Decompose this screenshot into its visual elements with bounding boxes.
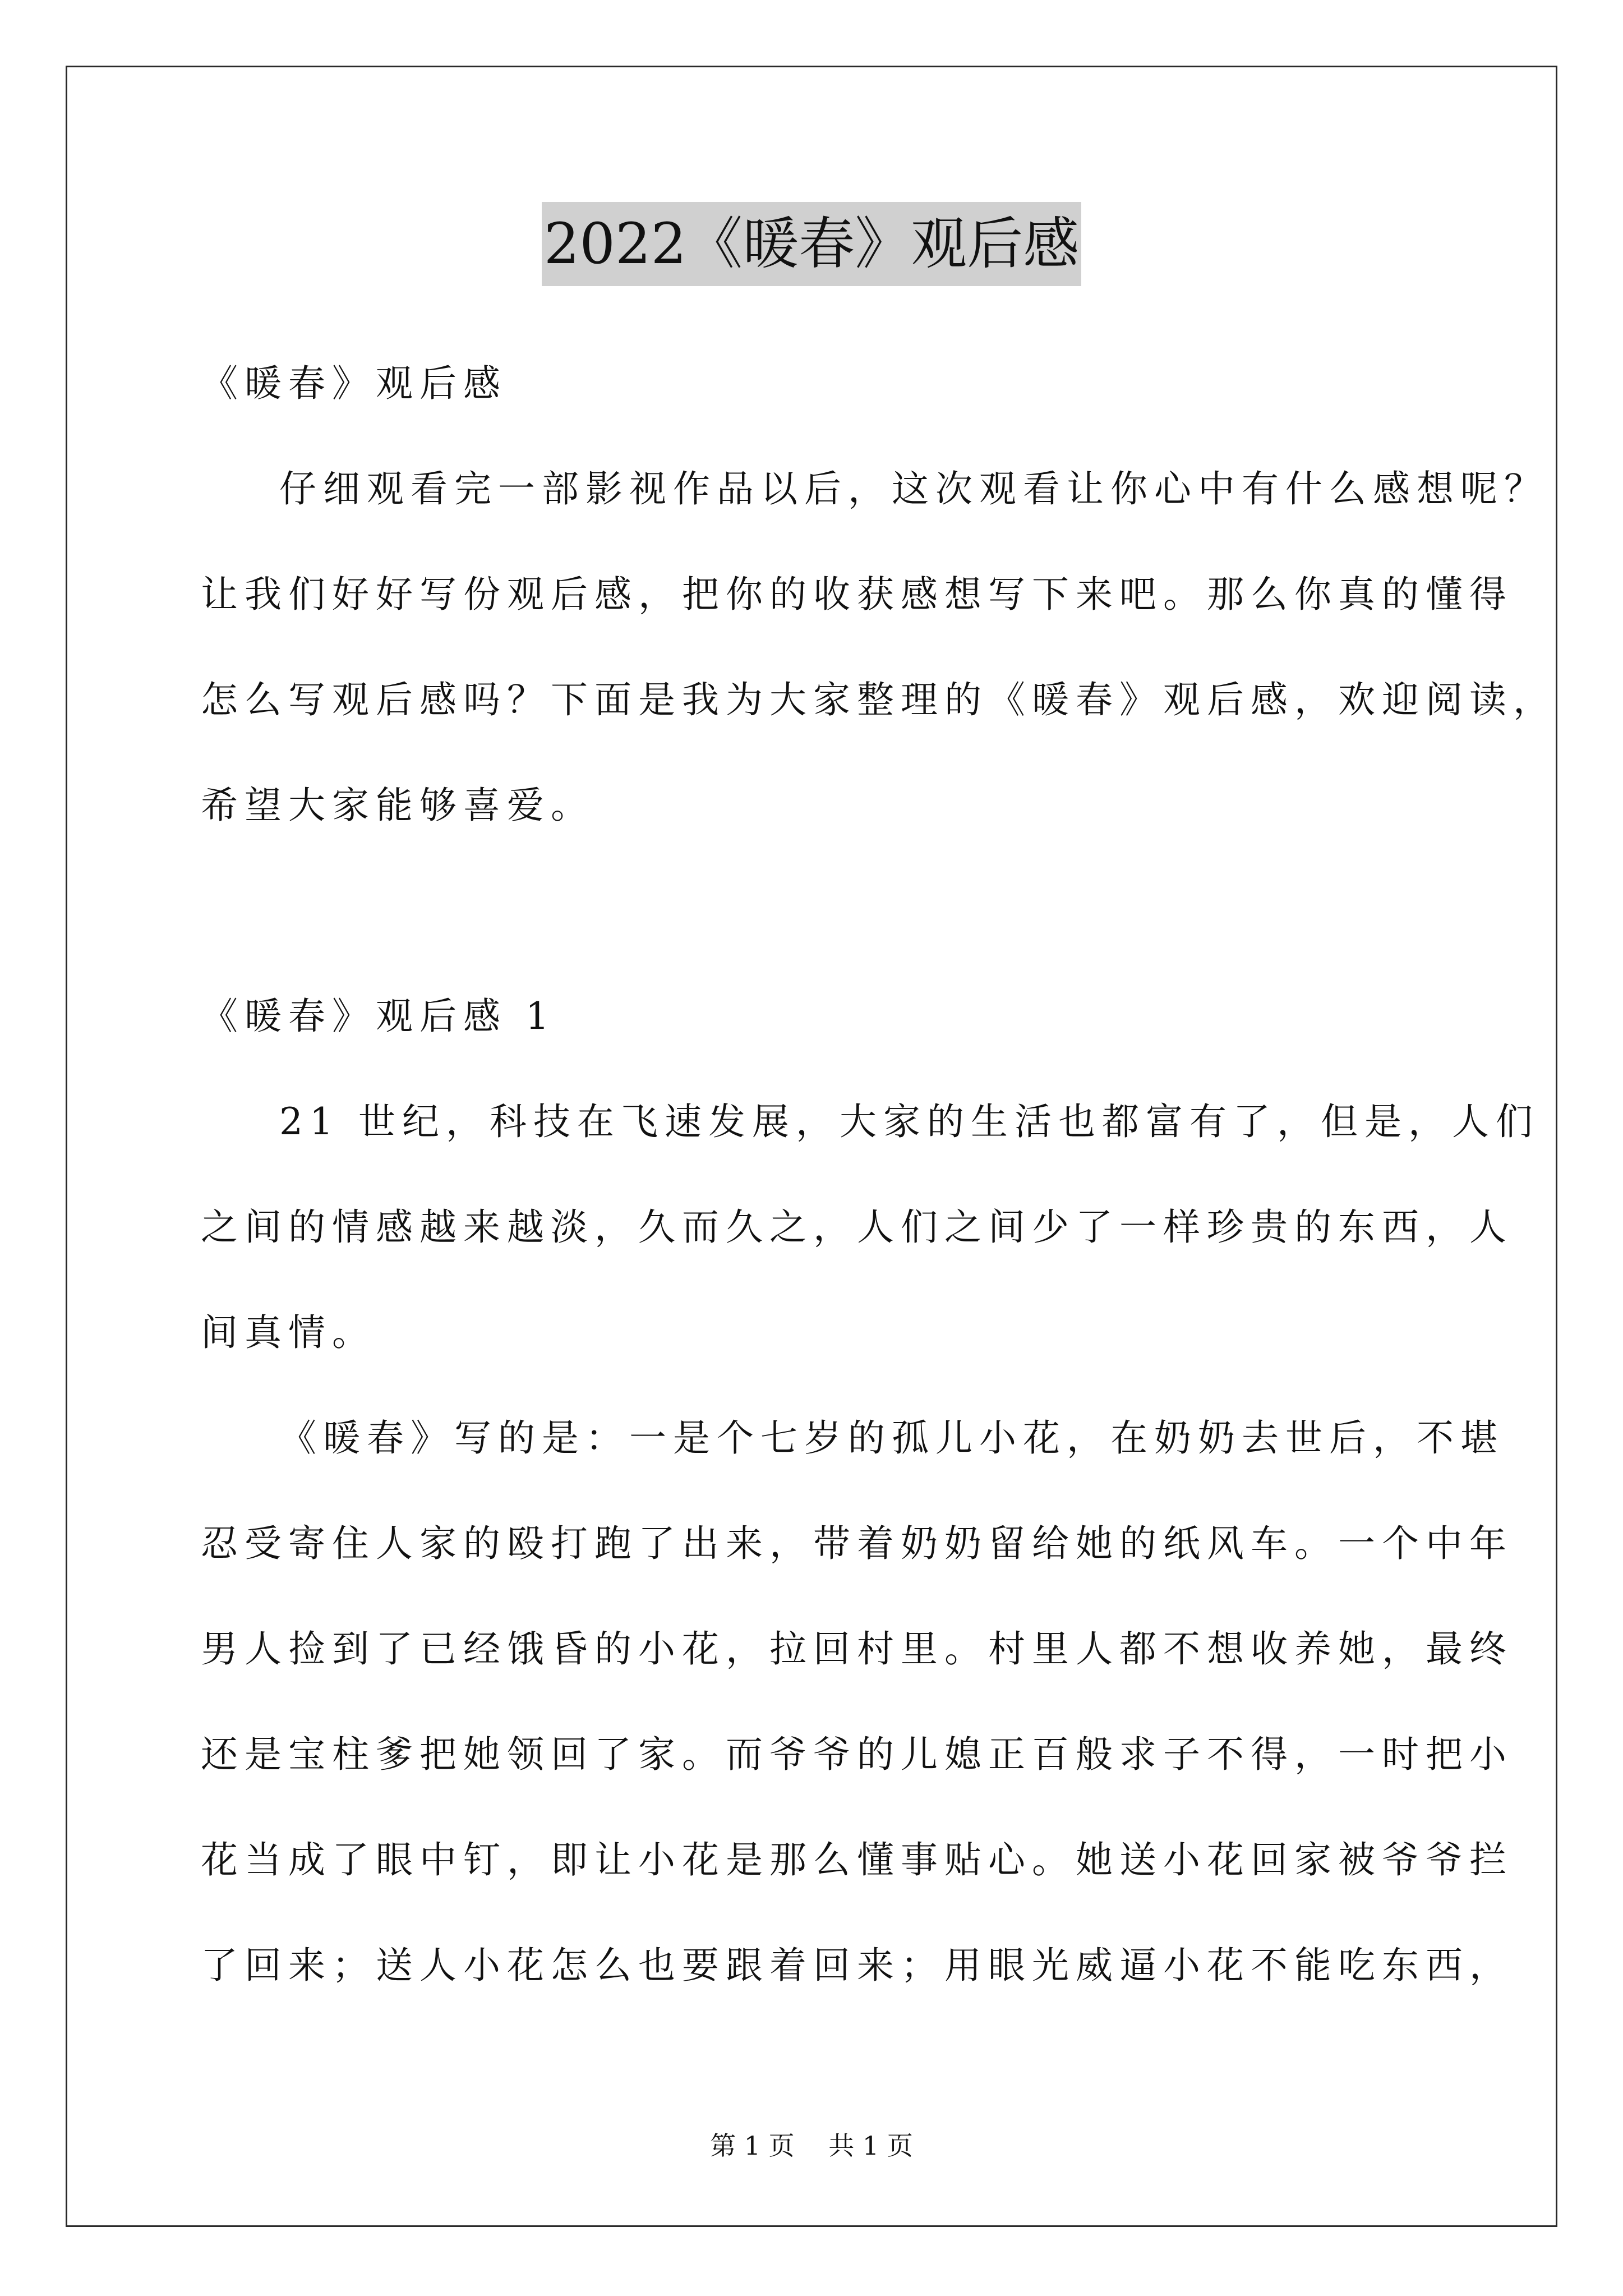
- section-heading: 《暖春》观后感 1: [201, 995, 556, 1038]
- paragraph-line: 还是宝柱爹把她领回了家。而爷爷的儿媳正百般求子不得，一时把小: [201, 1733, 1513, 1776]
- paragraph-line: 怎么写观后感吗？下面是我为大家整理的《暖春》观后感，欢迎阅读，: [201, 678, 1557, 721]
- paragraph-line: 让我们好好写份观后感，把你的收获感想写下来吧。那么你真的懂得: [201, 573, 1513, 616]
- paragraph-line: 希望大家能够喜爱。: [201, 784, 594, 827]
- page-footer: 第 1 页 共 1 页: [710, 2131, 913, 2161]
- paragraph-line: 《暖春》写的是：一是个七岁的孤儿小花，在奶奶去世后，不堪: [279, 1416, 1504, 1460]
- document-title: 2022《暖春》观后感: [542, 202, 1082, 286]
- paragraph-line: 花当成了眼中钉，即让小花是那么懂事贴心。她送小花回家被爷爷拦: [201, 1838, 1513, 1881]
- document-body: [201, 331, 1557, 2018]
- paragraph-line: 仔细观看完一部影视作品以后，这次观看让你心中有什么感想呢？: [279, 467, 1548, 510]
- paragraph-line: 间真情。: [201, 1311, 376, 1354]
- paragraph-line: 忍受寄住人家的殴打跑了出来，带着奶奶留给她的纸风车。一个中年: [201, 1522, 1513, 1565]
- paragraph-spacer: [201, 858, 1435, 964]
- paragraph-line: 男人捡到了已经饿昏的小花，拉回村里。村里人都不想收养她，最终: [201, 1627, 1513, 1671]
- title-container: [0, 202, 1623, 286]
- paragraph-line: 之间的情感越来越淡，久而久之，人们之间少了一样珍贵的东西，人: [201, 1205, 1513, 1249]
- paragraph-line: 21 世纪，科技在飞速发展，大家的生活也都富有了，但是，人们: [279, 1100, 1539, 1143]
- paragraph-line: 了回来；送人小花怎么也要跟着回来；用眼光威逼小花不能吃东西，: [201, 1944, 1513, 1987]
- section-heading: 《暖春》观后感: [201, 362, 507, 405]
